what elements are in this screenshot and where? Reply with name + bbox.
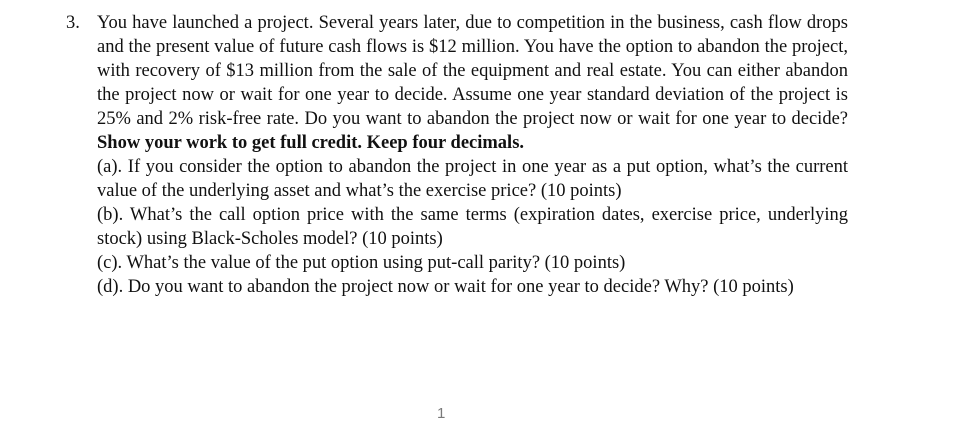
question-stem [97,11,848,155]
part-a: (a). If you consider the option to abandon the project in one year as a put option, what’s the current value of the underlying asset and what’s the exercise price? (10 points) [97,157,848,201]
part-b: (b). What’s the call option price with the same terms (expiration dates, exercise price, underlying stock) using Black-Scholes model? (10 points) [97,205,848,249]
question-number: 3. [66,13,80,33]
question-instruction: Show your work to get full credit. Keep four decimals. [97,133,525,153]
question-body [97,11,848,299]
part-d: (d). Do you want to abandon the project now or wait for one year to decide? Why? (10 points) [97,277,794,297]
question-stem-text: You have launched a project. Several years later, due to competition in the business, cash flow drops and the present value of future cash flows is $12 million. You have the option to abandon the project, with recovery of $13 million from the sale of the equipment and real estate. You can either abandon the project now or wait for one year to decide. Assume one year standard deviation of the project is 25% and 2% risk-free rate. Do you want to abandon the project now or wait for one year to decide? [97,13,848,129]
page-number: 1 [437,405,446,422]
question-3 [66,11,848,299]
part-c: (c). What’s the value of the put option using put-call parity? (10 points) [97,253,626,273]
